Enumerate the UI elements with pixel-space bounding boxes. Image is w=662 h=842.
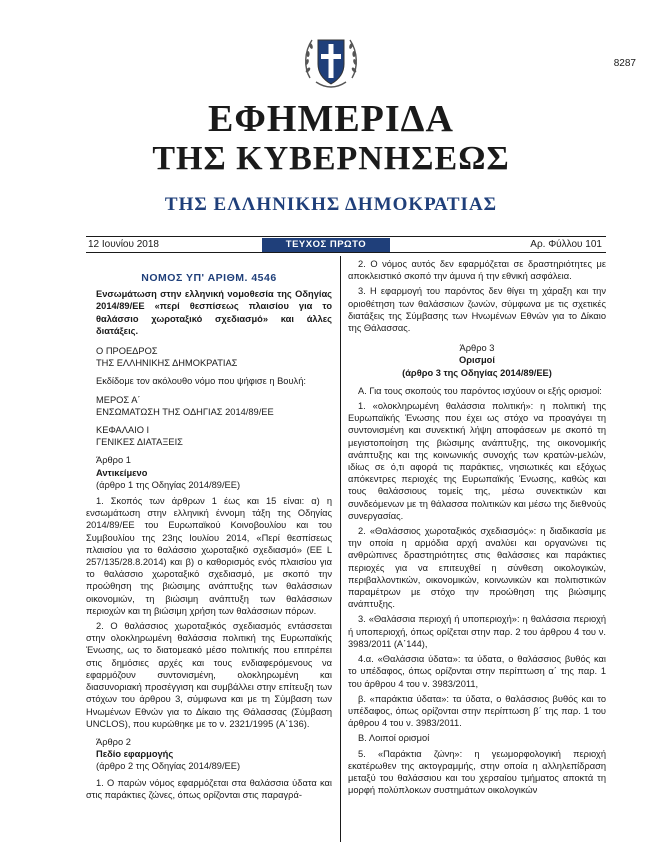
law-title: ΝΟΜΟΣ ΥΠ' ΑΡΙΘΜ. 4546 xyxy=(141,272,277,284)
definition-2: 2. «Θαλάσσιος χωροταξικός σχεδιασμός»: η διαδικασία με την οποία η αρμόδια αρχή αναλύει και οργανώνει τις ανθρώπινες δραστηριότητες στις θαλάσσιες και παράκτιες περιοχές για να επιτευχθεί η σύνθεση οικολογικών, περιβαλλοντικών, οικονομικών, κοινωνικών και πολιτιστικών παραμέτρων με στόχο την προώθηση της βιώσιμης ανάπτυξης. xyxy=(348,526,606,610)
article2-reference: (άρθρο 2 της Οδηγίας 2014/89/ΕΕ) xyxy=(96,761,241,772)
page-number: 8287 xyxy=(613,58,636,69)
definition-1: 1. «ολοκληρωμένη θαλάσσια πολιτική»: η πολιτική της Ευρωπαϊκής Ένωσης που έχει ως στόχο να προαγάγει τη συντονισμένη και συνεκτική λήψη αποφάσεων με σκοπό τη μεγιστοποίηση της βιώσιμης ανάπτυξης, της οικονομικής ανάπτυξης και της κοινωνικής συνοχής των κρατών-μελών, ιδίως σε ό,τι αφορά τις παράκτιες, νησιωτικές και εξόχως απόκεντρες περιοχές της Ευρωπαϊκής Ένωσης, καθώς και τους θαλάσσιους τομείς της, μέσω συνεκτικών και συνδεόμενων με τη θάλασσα πολιτικών και μέσω της διεθνούς συνεργασίας. xyxy=(348,401,606,521)
definition-4a: 4.α. «Θαλάσσια ύδατα»: τα ύδατα, ο θαλάσσιος βυθός και το υπέδαφος, όπως ορίζονται στην περίπτωση α΄ της παρ. 1 του άρθρου 4 του ν. 3983/2011, xyxy=(348,654,606,689)
president-line1: Ο ΠΡΟΕΔΡΟΣ xyxy=(96,346,158,357)
part-line1: ΜΕΡΟΣ Α΄ xyxy=(96,394,141,405)
left-column xyxy=(86,258,332,842)
gazette-title-line3: ΤΗΣ ΕΛΛΗΝΙΚΗΣ ΔΗΜΟΚΡΑΤΙΑΣ xyxy=(164,194,498,215)
issue-bar-top-rule xyxy=(86,236,606,237)
issue-type-badge: ΤΕΥΧΟΣ ΠΡΩΤΟ xyxy=(262,238,390,252)
article1-name: Αντικείμενο xyxy=(96,467,148,478)
law-subtitle: Ενσωμάτωση στην ελληνική νομοθεσία της Οδηγίας 2014/89/ΕΕ «περί θεσπίσεως πλαισίου για το θαλάσσιο χωροταξικό σχεδιασμό» και άλλες διατάξεις. xyxy=(96,289,332,336)
article1-reference: (άρθρο 1 της Οδηγίας 2014/89/ΕΕ) xyxy=(96,479,241,490)
issue-date: 12 Ιουνίου 2018 xyxy=(88,239,159,250)
article3-intro: Α. Για τους σκοπούς του παρόντος ισχύουν οι εξής ορισμοί: xyxy=(358,385,602,396)
right-column xyxy=(348,258,606,842)
article1-number: Άρθρο 1 xyxy=(96,455,131,466)
article3-reference: (άρθρο 3 της Οδηγίας 2014/89/ΕΕ) xyxy=(402,367,552,378)
article3-name: Ορισμοί xyxy=(459,355,495,366)
article3-number: Άρθρο 3 xyxy=(459,343,495,354)
other-definitions-heading: Β. Λοιποί ορισμοί xyxy=(358,733,430,744)
part-line2: ΕΝΣΩΜΑΤΩΣΗ ΤΗΣ ΟΔΗΓΙΑΣ 2014/89/ΕΕ xyxy=(96,406,274,417)
gazette-title-line2: ΤΗΣ ΚΥΒΕΡΝΗΣΕΩΣ xyxy=(152,140,510,177)
article2-paragraph3: 3. Η εφαρμογή του παρόντος δεν θίγει τη χάραξη και την οριοθέτηση των θαλάσσιων ζωνών, σύμφωνα με τις σχετικές διατάξεις της Σύμβασης των Ηνωμένων Εθνών για το Δίκαιο της Θάλασσας. xyxy=(348,286,606,334)
article2-number: Άρθρο 2 xyxy=(96,736,131,747)
chapter-line1: ΚΕΦΑΛΑΙΟ Ι xyxy=(96,425,150,436)
sheet-number: Αρ. Φύλλου 101 xyxy=(530,239,602,250)
chapter-line2: ΓΕΝΙΚΕΣ ΔΙΑΤΑΞΕΙΣ xyxy=(96,437,183,448)
article1-paragraph2: 2. Ο θαλάσσιος χωροταξικός σχεδιασμός εντάσσεται στην ολοκληρωμένη θαλάσσια πολιτική της Ευρωπαϊκής Ένωσης, ως το διατομεακό μέσο πολιτικής που επιτρέπει στις δημόσιες αρχές και τους ενδιαφερόμενους να εφαρμόζουν συντονισμένη, ολοκληρωμένη και διασυνοριακή προσέγγιση και συμβάλλει στην επίτευξη των στόχων του άρθρου 3, σύμφωνα και με τη Σύμβαση των Ηνωμένων Εθνών για το Δίκαιο της Θάλασσας (Σύμβαση UNCLOS), που κυρώθηκε με το ν. 2321/1995 (Α΄136). xyxy=(86,621,332,729)
president-line2: ΤΗΣ ΕΛΛΗΝΙΚΗΣ ΔΗΜΟΚΡΑΤΙΑΣ xyxy=(96,358,238,369)
article2-name: Πεδίο εφαρμογής xyxy=(96,749,174,760)
article2-paragraph2: 2. Ο νόμος αυτός δεν εφαρμόζεται σε δραστηριότητες με αποκλειστικό σκοπό την άμυνα ή την εθνική ασφάλεια. xyxy=(348,259,606,282)
definition-4b: β. «παράκτια ύδατα»: τα ύδατα, ο θαλάσσιος βυθός και το υπέδαφος, όπως ορίζονται στην περίπτωση β΄ της παρ. 1 του άρθρου 4 του ν. 3983/2011. xyxy=(348,693,606,729)
issue-bar-bottom-rule xyxy=(86,252,606,253)
article1-paragraph1: 1. Σκοπός των άρθρων 1 έως και 15 είναι: α) η ενσωμάτωση στην ελληνική έννομη τάξη της Οδηγίας 2014/89/ΕΕ του Ευρωπαϊκού Κοινοβουλίου και του Συμβουλίου της 23ης Ιουλίου 2014, «Περί θεσπίσεως πλαισίου για το θαλάσσιο χωροταξικό σχεδιασμό» (ΕΕ L 257/135/28.8.2014) και β) ο καθορισμός ενός πλαισίου για το θαλάσσιο χωροταξικό σχεδιασμό, με σκοπό την προώθηση της βιώσιμης ανάπτυξης των θαλάσσιων οικονομιών, τη βιώσιμη ανάπτυξη των θαλάσσιων περιοχών και τη βιώσιμη χρήση των θαλάσσιων πόρων. xyxy=(86,496,332,616)
article2-paragraph1: 1. Ο παρών νόμος εφαρμόζεται στα θαλάσσια ύδατα και στις παράκτιες ζώνες, όπως ορίζονται στις παραγρά- xyxy=(86,777,332,800)
gazette-title-line1: ΕΦΗΜΕΡΙΔΑ xyxy=(208,98,454,140)
greek-coat-of-arms-icon xyxy=(302,30,360,94)
column-divider xyxy=(340,256,341,842)
decree-line: Εκδίδομε τον ακόλουθο νόμο που ψήφισε η Βουλή: xyxy=(96,376,306,387)
definition-5: 5. «Παράκτια ζώνη»: η γεωμορφολογική περιοχή εκατέρωθεν της ακτογραμμής, στην οποία η αλληλεπίδραση μεταξύ του θαλάσσιου και του χερσαίου τμήματος αποκτά τη μορφή πολύπλοκων συστημάτων οικολογικών xyxy=(348,748,606,796)
definition-3: 3. «Θαλάσσια περιοχή ή υποπεριοχή»: η θαλάσσια περιοχή ή υποπεριοχή, όπως ορίζεται στην παρ. 2 του άρθρου 4 του ν. 3983/2011 (Α΄144), xyxy=(348,614,606,649)
